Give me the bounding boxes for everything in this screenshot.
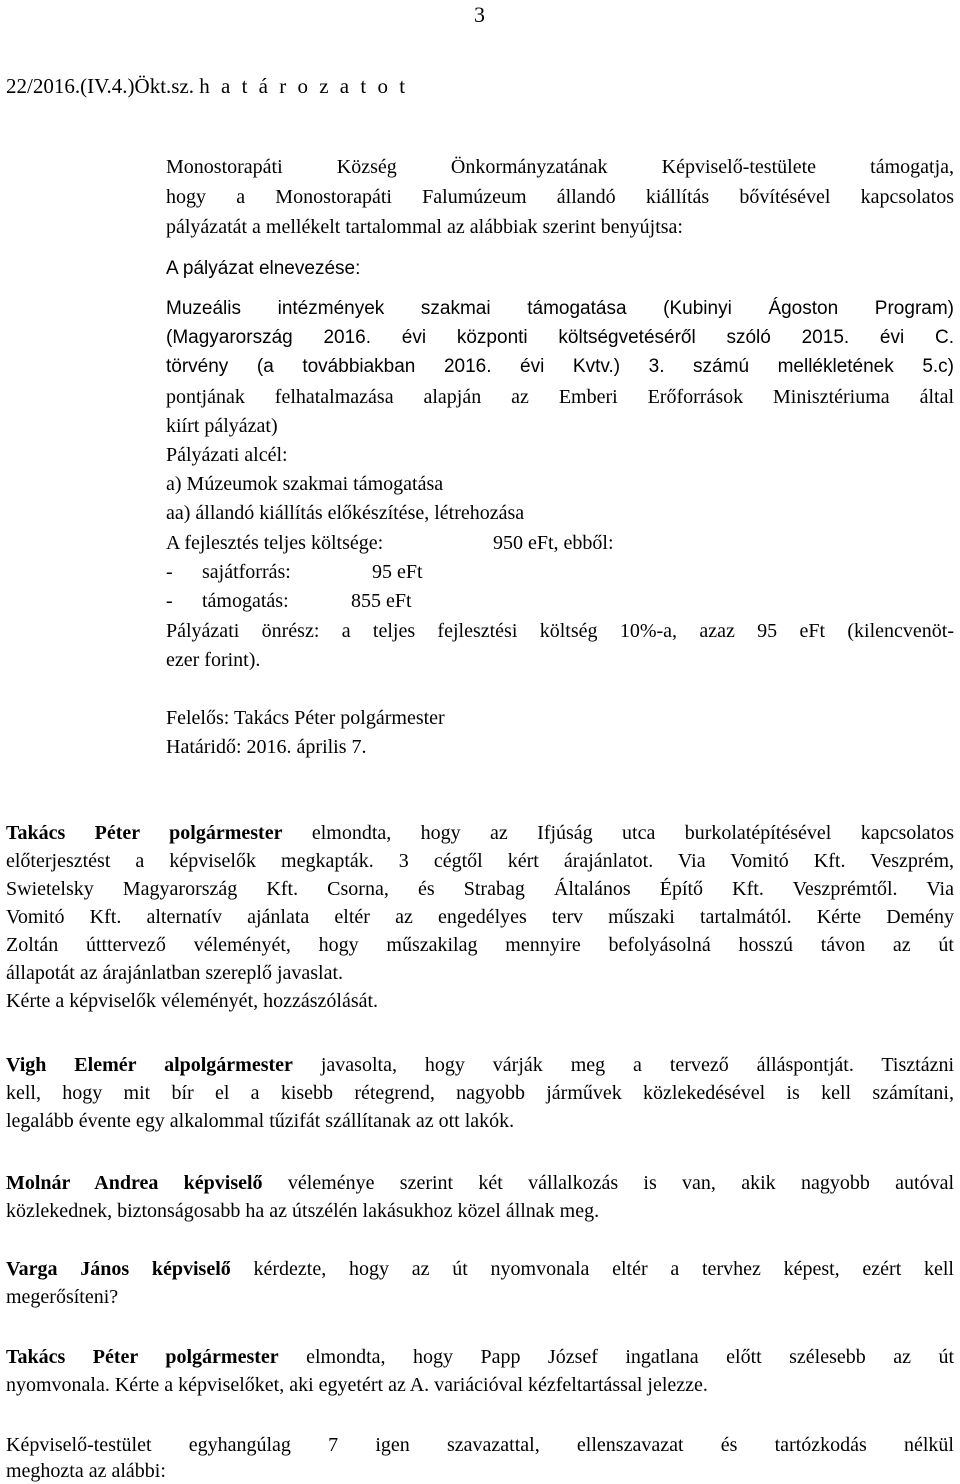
speaker-name: Takács Péter polgármester [6,822,283,844]
resolution-intro-line: hogy a Monostorapáti Falumúzeum állandó kiállítás bővítésével kapcsolatos [166,186,954,208]
minutes-paragraph-line: Molnár Andrea képviselő véleménye szerint két vállalkozás is van, akik nagyobb autóval [6,1172,955,1194]
own-source-label: sajátforrás: [202,561,291,583]
self-share-line: ezer forint). [166,649,261,671]
minutes-paragraph-line: előterjesztést a képviselők megkapták. 3 cégtől kért árajánlatot. Via Vomitó Kft. Veszprém, [6,850,954,872]
total-cost-value: 950 eFt, ebből: [493,532,614,554]
resolution-ref: 22/2016.(IV.4.)Ökt.sz. [6,74,195,98]
own-source-row [166,559,954,585]
own-source-value: 95 eFt [372,561,423,583]
sub-goal-item: a) Múzeumok szakmai támogatása [166,473,444,495]
minutes-paragraph-line: kell, hogy mit bír el a kisebb rétegrend, nagyobb járművek közlekedésével is kell számítani, [6,1082,954,1104]
support-value: 855 eFt [351,590,412,612]
resolution-detail-line: pontjának felhatalmazása alapján az Emberi Erőforrások Minisztériuma által [166,386,954,408]
resolution-heading [6,74,408,99]
minutes-paragraph-line: közlekednek, biztonságosabb ha az útszélén lakásukhoz közel állnak meg. [6,1200,600,1222]
minutes-paragraph-line: megerősíteni? [6,1286,119,1308]
resolution-detail-line: kiírt pályázat) [166,415,278,437]
speaker-name: Vigh Elemér alpolgármester [6,1054,293,1076]
resolution-intro-line: pályázatát a mellékelt tartalommal az alábbiak szerint benyújtsa: [166,216,683,238]
minutes-paragraph-line: Varga János képviselő kérdezte, hogy az út nyomvonala eltér a tervhez képest, ezért kell [6,1258,954,1280]
own-source-dash: - [166,561,173,583]
minutes-paragraph-line: Takács Péter polgármester elmondta, hogy Papp József ingatlana előtt szélesebb az út [6,1346,955,1368]
resolution-intro-line: Monostorapáti Község Önkormányzatának Képviselő-testülete támogatja, [166,156,954,178]
minutes-paragraph-line: Vigh Elemér alpolgármester javasolta, hogy várják meg a tervező álláspontját. Tisztázni [6,1054,955,1076]
minutes-paragraph-line: Swietelsky Magyarország Kft. Csorna, és Strabag Általános Építő Kft. Veszprémtől. Via [6,878,954,900]
minutes-paragraph-line: Takács Péter polgármester elmondta, hogy az Ifjúság utca burkolatépítésével kapcsolatos [6,822,954,844]
minutes-paragraph-line: Zoltán útttervező véleményét, hogy műszakilag mennyire befolyásolná hosszú távon az út [6,934,954,956]
sub-goal-subitem: aa) állandó kiállítás előkészítése, létrehozása [166,502,525,524]
minutes-paragraph-line: nyomvonala. Kérte a képviselőket, aki egyetért az A. variációval kézfeltartással jelezze. [6,1374,708,1396]
support-label: támogatás: [202,590,289,612]
minutes-paragraph-line: meghozta az alábbi: [6,1460,166,1482]
minutes-paragraph-line: Képviselő-testület egyhangúlag 7 igen szavazattal, ellenszavazat és tartózkodás nélkül [6,1434,954,1456]
speaker-name: Takács Péter polgármester [6,1346,279,1368]
support-dash: - [166,590,173,612]
minutes-paragraph-line: állapotát az árajánlatban szereplő javaslat. [6,962,344,984]
speaker-name: Varga János képviselő [6,1258,231,1280]
minutes-paragraph-line: legalább évente egy alkalommal tűzifát szállítanak az ott lakók. [6,1110,515,1132]
self-share-line: Pályázati önrész: a teljes fejlesztési költség 10%-a, azaz 95 eFt (kilencvenöt- [166,620,954,642]
speaker-name: Molnár Andrea képviselő [6,1172,263,1194]
application-name-line: (Magyarország 2016. évi központi költségvetéséről szóló 2015. évi C. [166,327,954,348]
total-cost-label: A fejlesztés teljes költsége: [166,532,384,554]
application-name-label: A pályázat elnevezése: [166,258,361,279]
minutes-paragraph-line: Kérte a képviselők véleményét, hozzászólását. [6,990,379,1012]
page-number: 3 [474,2,485,27]
support-row [166,588,954,614]
sub-goal-label: Pályázati alcél: [166,444,288,466]
application-name-line: Muzeális intézmények szakmai támogatása (Kubinyi Ágoston Program) [166,298,954,319]
deadline-line: Határidő: 2016. április 7. [166,736,367,758]
total-cost-row [166,530,954,556]
minutes-paragraph-line: Vomitó Kft. alternatív ajánlata eltér az engedélyes terv műszaki tartalmától. Kérte Demény [6,906,954,928]
resolution-title: h a t á r o z a t o t [199,74,409,98]
responsible-line: Felelős: Takács Péter polgármester [166,707,445,729]
application-name-line: törvény (a továbbiakban 2016. évi Kvtv.) 3. számú mellékletének 5.c) [166,356,954,377]
